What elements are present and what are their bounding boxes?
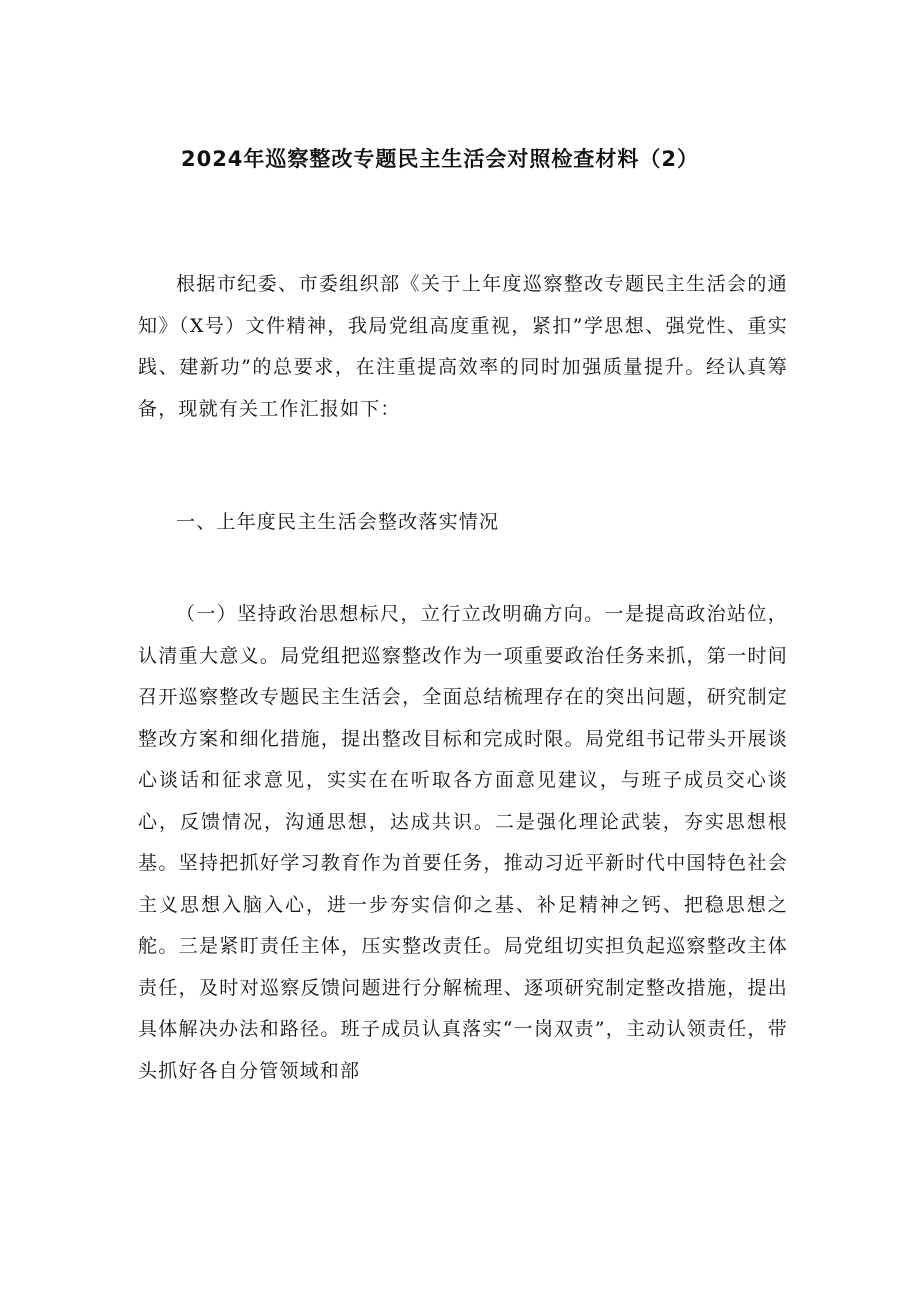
body-paragraph: （一）坚持政治思想标尺，立行立改明确方向。一是提高政治站位，认清重大意义。局党组把巡察整改作为一项重要政治任务来抓，第一时间召开巡察整改专题民主生活会，全面总结梳理存在的突出问题，研究制定整改方案和细化措施，提出整改目标和完成时限。局党组书记带头开展谈心谈话和征求意见，实实在在听取各方面意见建议，与班子成员交心谈心，反馈情况，沟通思想，达成共识。二是强化理论武装，夯实思想根基。坚持把抓好学习教育作为首要任务，推动习近平新时代中国特色社会主义思想入脑入心，进一步夯实信仰之基、补足精神之钙、把稳思想之舵。三是紧盯责任主体，压实整改责任。局党组切实担负起巡察整改主体责任，及时对巡察反馈问题进行分解梳理、逐项研究制定整改措施，提出具体解决办法和路径。班子成员认真落实“一岗双责”，主动认领责任，带头抓好各自分管领域和部 bbox=[138, 603, 788, 1082]
section-heading: 一、上年度民主生活会整改落实情况 bbox=[176, 511, 500, 533]
intro-paragraph: 根据市纪委、市委组织部《关于上年度巡察整改专题民主生活会的通知》（X号）文件精神，我局党组高度重视，紧扣”学思想、强党性、重实践、建新功”的总要求，在注重提高效率的同时加强质量提升。经认真筹备，现就有关工作汇报如下： bbox=[138, 273, 788, 420]
document-title: 2024年巡察整改专题民主生活会对照检查材料（2） bbox=[180, 147, 700, 171]
